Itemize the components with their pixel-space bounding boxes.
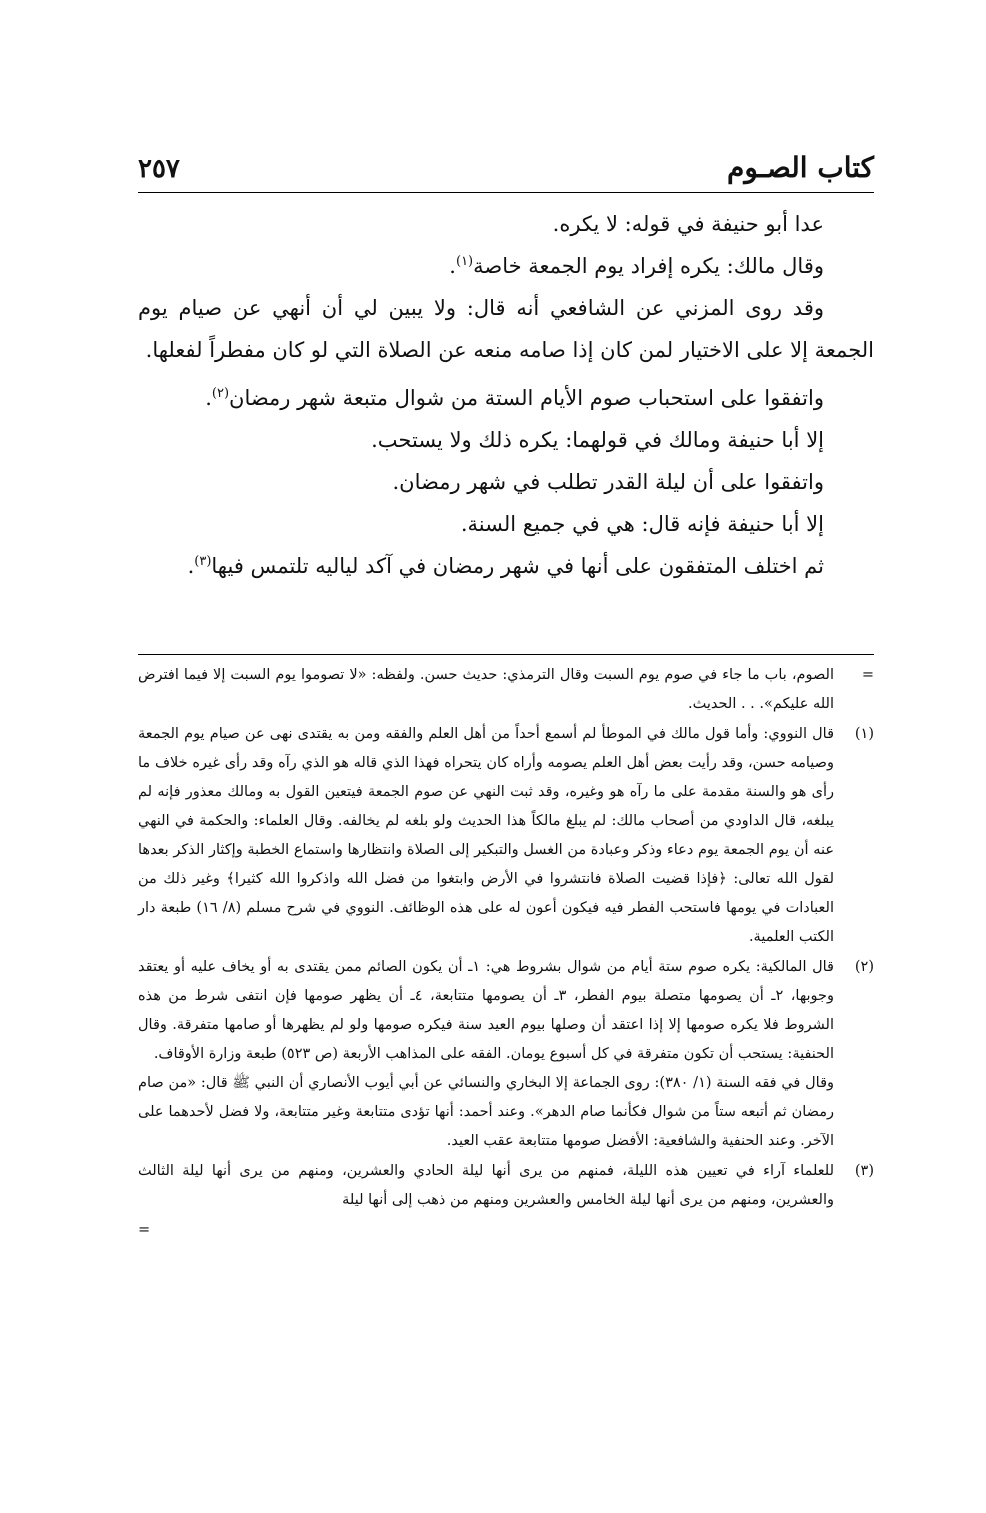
footnote-ref: (٢) [211,386,230,401]
footnote-continuation: = الصوم، باب ما جاء في صوم يوم السبت وقال الترمذي: حديث حسن. ولفظه: «لا تصوموا يوم السبت إلا فيما افترض الله عليكم». . . الحديث. [138,661,874,719]
paragraph: واتفقوا على أن ليلة القدر تطلب في شهر رمضان. [392,470,824,494]
footnotes [138,654,874,1245]
footnote-2: (٢) قال المالكية: يكره صوم ستة أيام من شوال بشروط هي: ١ـ أن يكون الصائم ممن يقتدى به أو يخاف عليه أو يعتقد وجوبها، ٢ـ أن يصومها متصلة بيوم الفطر، ٣ـ أن يصومها متتابعة، ٤ـ أن يظهر صومها فإن انتفى شرط من هذه الشروط فلا يكره صومها إلا إذا اعتقد أن وصلها بيوم العيد سنة فيكره صومها ولو لم يظهرها أو صامها متفرقة. وقال الحنفية: يستحب أن تكون متفرقة في كل أسبوع يومان. الفقه على المذاهب الأربعة (ص ٥٢٣) طبعة وزارة الأوقاف. وقال في فقه السنة (١/ ٣٨٠): روى الجماعة إلا البخاري والنسائي عن أبي أيوب الأنصاري أن النبي ﷺ قال: «من صام رمضان ثم أتبعه ستاً من شوال فكأنما صام الدهر». وعند أحمد: أنها تؤدى متتابعة وغير متتابعة، ولا فضل لأحدهما على الآخر. وعند الحنفية والشافعية: الأفضل صومها متتابعة عقب العيد. [138,953,874,1156]
paragraph: واتفقوا على استحباب صوم الأيام الستة من شوال متبعة شهر رمضان$^{(٢)}$. [205,386,824,410]
paragraph: وقد روى المزني عن الشافعي أنه قال: ولا يبين لي أن أنهي عن صيام يوم الجمعة إلا على الاختيار لمن كان إذا صامه منعه عن الصلاة التي لو كان مفطراً لفعلها. [138,296,874,362]
footnote-1: (١) قال النووي: وأما قول مالك في الموطأ لم أسمع أحداً من أهل العلم والفقه ومن به يقتدى نهى عن صيام يوم الجمعة وصيامه حسن، وقد رأيت بعض أهل العلم يصومه وأراه كان يتحراه فهذا الذي قاله هو الذي رآه وقد رأى غيره خلاف ما رأى هو والسنة مقدمة على ما رآه هو وغيره، وقد ثبت النهي عن صوم الجمعة فيتعين القول به ومالك معذور فإنه لم يبلغه، قال الداودي من أصحاب مالك: لم يبلغ مالكاً هذا الحديث ولو بلغه لم يخالفه. وقال العلماء: والحكمة في النهي عنه أن يوم الجمعة يوم دعاء وذكر وعبادة من الغسل والتبكير إلى الصلاة وانتظارها واستماع الخطبة وإكثار الذكر بعدها لقول الله تعالى: ﴿فإذا قضيت الصلاة فانتشروا في الأرض وابتغوا من فضل الله واذكروا الله كثيرا﴾ وغير ذلك من العبادات في يومها فاستحب الفطر فيه فيكون أعون له على هذه الوظائف. النووي في شرح مسلم (٨/ ١٦) طبعة دار الكتب العلمية. [138,720,874,952]
page [138,150,874,587]
paragraph: إلا أبا حنيفة فإنه قال: هي في جميع السنة. [460,512,824,536]
footnote-ref: (٣) [194,554,212,569]
footnote-number: (٢) [854,959,874,975]
running-title: كتاب الصـوم [726,151,874,184]
page-number: ٢٥٧ [138,154,180,184]
paragraph: ثم اختلف المتفقون على أنها في شهر رمضان في آكد لياليه تلتمس فيها$^{(٣)}$. [187,554,824,578]
footnote-3: (٣) للعلماء آراء في تعيين هذه الليلة، فمنهم من يرى أنها ليلة الحادي والعشرين، ومنهم من يرى أنها ليلة الثالث والعشرين، ومنهم من يرى أنها ليلة الخامس والعشرين ومنهم من ذهب إلى أنها ليلة [138,1157,874,1215]
paragraph: إلا أبا حنيفة ومالك في قولهما: يكره ذلك ولا يستحب. [371,428,824,452]
main-text [138,203,874,587]
page-header [138,150,874,193]
footnote-number: (١) [854,726,874,742]
footnote-number: (٣) [854,1163,874,1179]
continuation-mark: = [861,667,874,683]
footnote-ref: (١) [455,254,474,269]
continues-mark: = [138,1222,151,1238]
paragraph: وقال مالك: يكره إفراد يوم الجمعة خاصة$^{(١)}$. [449,254,824,278]
paragraph: عدا أبو حنيفة في قوله: لا يكره. [552,212,824,236]
